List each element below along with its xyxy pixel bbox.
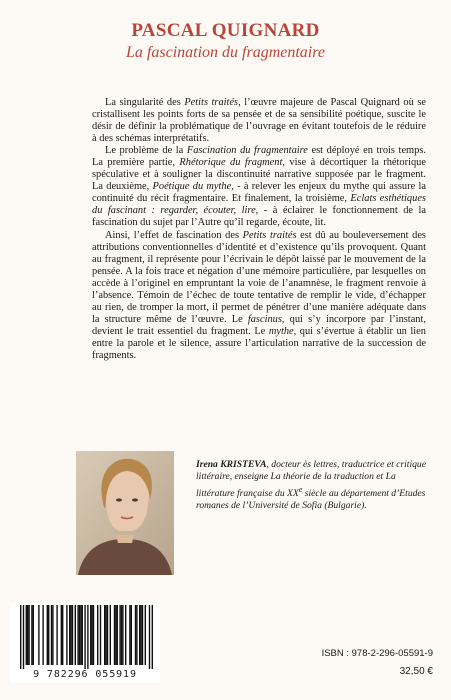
blurb-text xyxy=(92,97,426,362)
barcode-bar xyxy=(51,605,52,665)
barcode-bar xyxy=(23,605,24,669)
barcode-bar xyxy=(90,605,91,665)
barcode-bar xyxy=(122,605,123,665)
barcode-bar xyxy=(52,605,53,665)
barcode-bar xyxy=(145,605,146,665)
text: - à éclairer le fonctionnement de la fascination du sujet par l’Autre qu’il regarde, écoute, lit. xyxy=(92,205,426,229)
barcode-bar xyxy=(69,605,70,665)
barcode-bar xyxy=(33,605,34,665)
barcode-bar xyxy=(152,605,153,669)
italic-text: fascinus xyxy=(247,313,282,325)
barcode-bar xyxy=(75,605,76,665)
paragraph xyxy=(92,230,426,363)
barcode-bar xyxy=(66,605,67,665)
barcode-bar xyxy=(140,605,141,665)
barcode-bar xyxy=(135,605,136,665)
italic-text: Poétique du mythe, xyxy=(152,181,234,193)
paragraph xyxy=(92,97,426,145)
barcode-bar xyxy=(100,605,101,665)
barcode-bar xyxy=(142,605,143,665)
barcode-bar xyxy=(27,605,28,665)
barcode-bar xyxy=(70,605,71,665)
barcode-bars xyxy=(10,603,160,669)
barcode-bar xyxy=(107,605,108,665)
barcode-bar xyxy=(72,605,73,665)
paragraph xyxy=(92,145,426,229)
barcode-bar xyxy=(136,605,137,665)
text: , qui s’y incorpore par l’instant, devient le trait essentiel du fragment. Le xyxy=(92,313,426,337)
barcode-bar xyxy=(38,605,39,665)
barcode-bar xyxy=(110,605,111,665)
barcode-bar xyxy=(131,605,132,665)
italic-text: Fascination du fragmentaire xyxy=(186,145,308,157)
author-name: PASCAL QUIGNARD xyxy=(131,20,320,41)
barcode-bar xyxy=(129,605,130,665)
barcode-bar xyxy=(82,605,83,665)
barcode-bar xyxy=(28,605,29,665)
text: est dû au bouleversement des attributions conventionnelles d’identité et d’existence qu’ils provoquent. Quant au fragment, il représente pour l’écrivain le dépôt laissé par le mouvement de la pensée. A la fois trace et négation d’une mémoire particulière, par lesquelles on accède à l’originel en empruntant la voie de l’anamnèse, le fragment renvoie à l’absence. Témoin de l’échec de toute tentative de remplir le vide, d’échapper au rien, de tromper la mort, il permet de pénétrer d’une manière adéquate dans la structure même de l’œuvre. Le xyxy=(92,229,426,325)
barcode-bar xyxy=(80,605,81,665)
barcode-bar xyxy=(97,605,98,665)
author-photo xyxy=(76,451,174,575)
italic-text: Petits traités xyxy=(242,229,297,241)
author-bio xyxy=(196,459,434,513)
barcode-bar xyxy=(117,605,118,665)
bio-text: , docteur ès lettres, traductrice et critique littéraire, enseigne La théorie de la traduction et La littérature française du XX xyxy=(196,459,426,499)
barcode-bar xyxy=(105,605,106,665)
text: Le problème de la xyxy=(105,145,187,157)
italic-text: Petits traités xyxy=(184,97,239,108)
bio-superscript: e xyxy=(298,484,303,494)
barcode-bar xyxy=(47,605,48,665)
barcode-bar xyxy=(119,605,120,665)
barcode-bar xyxy=(139,605,140,665)
text: est déployé en trois temps. La première partie, xyxy=(92,145,426,169)
bio-author-name: Irena KRISTEVA xyxy=(196,459,267,470)
barcode-bar xyxy=(114,605,115,665)
barcode-bar xyxy=(61,605,62,665)
barcode-bar xyxy=(42,605,43,665)
barcode-bar xyxy=(104,605,105,665)
text: - à relever les enjeux du mythe qui assure la continuité du récit fragmentaire. Et finalement, la troisième, xyxy=(92,181,426,205)
barcode-bar xyxy=(87,605,88,669)
barcode-bar xyxy=(91,605,92,665)
barcode-bar xyxy=(125,605,126,665)
barcode-bar xyxy=(56,605,57,665)
text: Ainsi, l’effet de fascination des xyxy=(105,229,243,241)
barcode-bar xyxy=(121,605,122,665)
text: , qui s’évertue à établir un lien entre la parole et le silence, assure l’articulation narrative de la succession de fragments. xyxy=(92,325,426,361)
italic-text: Eclats esthétiques du fascinant : regarder, écouter, lire, xyxy=(92,193,426,217)
isbn: ISBN : 978-2-296-05591-9 xyxy=(321,648,433,659)
barcode-bar xyxy=(77,605,78,665)
bio-text-end: siècle au département d’Etudes romanes de l’Université de Sofia (Bulgarie). xyxy=(196,488,426,512)
italic-text: mythe xyxy=(268,325,294,337)
barcode-bar xyxy=(84,605,85,669)
barcode-bar xyxy=(26,605,27,665)
barcode-bar xyxy=(149,605,150,669)
barcode-bar xyxy=(20,605,21,669)
barcode-bar xyxy=(62,605,63,665)
barcode-bar xyxy=(79,605,80,665)
barcode-bar xyxy=(115,605,116,665)
italic-text: Rhétorique du fragment, xyxy=(179,157,285,169)
barcode-digits: 9 782296 055919 xyxy=(33,669,137,680)
text: La singularité des xyxy=(105,97,185,108)
barcode xyxy=(10,603,160,683)
barcode-bar xyxy=(48,605,49,665)
text: vise à décortiquer la rhétorique spéculative et à souligner la discontinuité narrative supposée par le fragment. La deuxième, xyxy=(92,157,426,193)
price: 32,50 € xyxy=(399,666,433,677)
text: , l’œuvre majeure de Pascal Quignard où se cristallisent les points forts de sa pensée et de sa sensibilité poétique, suscite le désir de définir la problématique de l’ouvrage en évitant toutefois de le réduire à des schémas interprétatifs. xyxy=(92,97,426,145)
barcode-bar xyxy=(93,605,94,665)
book-title: La fascination du fragmentaire xyxy=(126,44,325,61)
barcode-bar xyxy=(31,605,32,665)
